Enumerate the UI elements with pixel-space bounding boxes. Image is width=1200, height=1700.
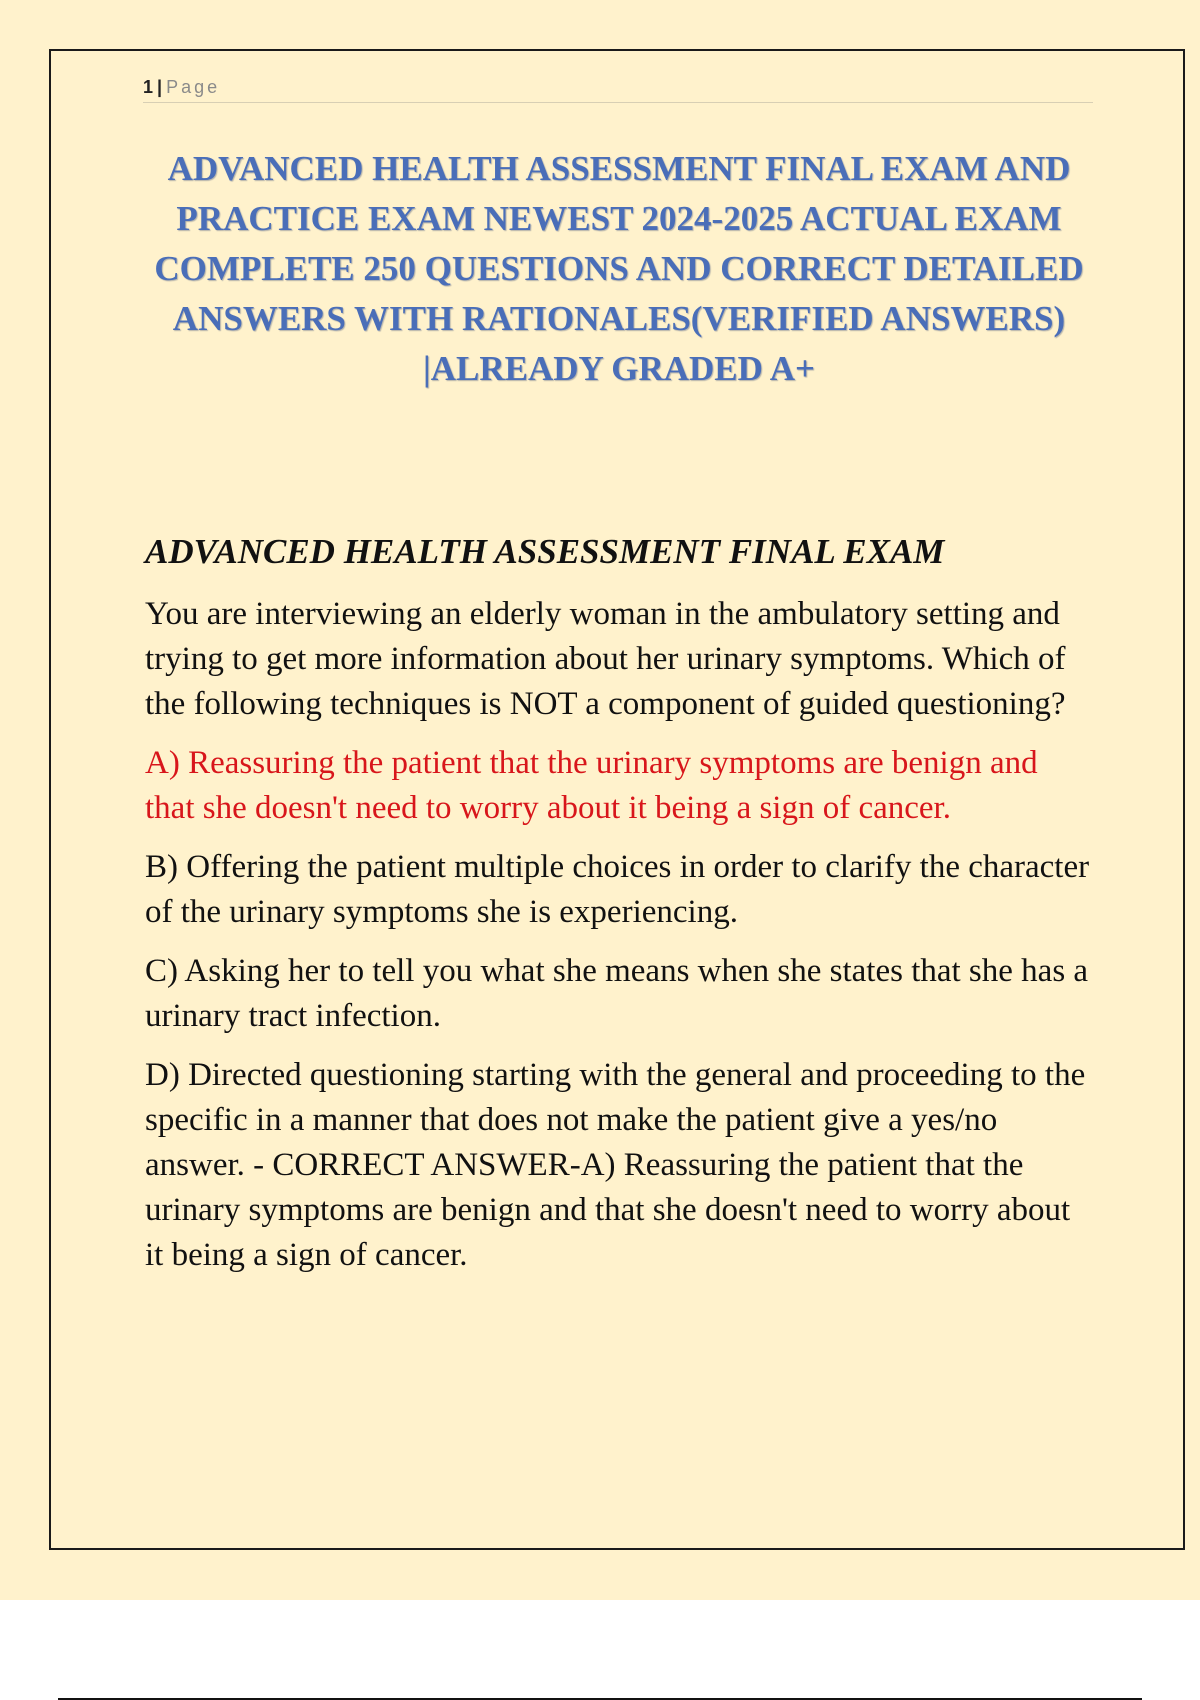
document-title: ADVANCED HEALTH ASSESSMENT FINAL EXAM AND PRACTICE EXAM NEWEST 2024-2025 ACTUAL EXAM COMPLETE 250 QUESTIONS AND CORRECT DETAILED ANSWERS WITH RATIONALES(VERIFIED ANSWERS) |ALREADY GRADED A+ [154,149,1084,388]
option-b: B) Offering the patient multiple choices in order to clarify the character of the urinary symptoms she is experiencing. [145,849,1090,930]
option-a: A) Reassuring the patient that the urinary symptoms are benign and that she doesn't need to worry about it being a sign of cancer. [145,745,1038,826]
page-number: 1 [143,77,154,97]
page-word: Page [166,77,221,97]
section-heading: ADVANCED HEALTH ASSESSMENT FINAL EXAM [145,532,945,571]
question-text: You are interviewing an elderly woman in the ambulatory setting and trying to get more information about her urinary symptoms. Which of the following techniques is NOT a component of guided questioning? [145,596,1066,722]
page-separator: | [157,77,163,97]
option-d: D) Directed questioning starting with the general and proceeding to the specific in a manner that does not make the patient give a yes/no answer. - CORRECT ANSWER-A) Reassuring the patient that the urinary symptoms are benign and that she doesn't need to worry about it being a sign of cancer. [145,1057,1086,1273]
question-block [145,530,1095,1292]
option-c: C) Asking her to tell you what she means when she states that she has a urinary tract infection. [145,953,1089,1034]
page-header [143,72,1093,103]
